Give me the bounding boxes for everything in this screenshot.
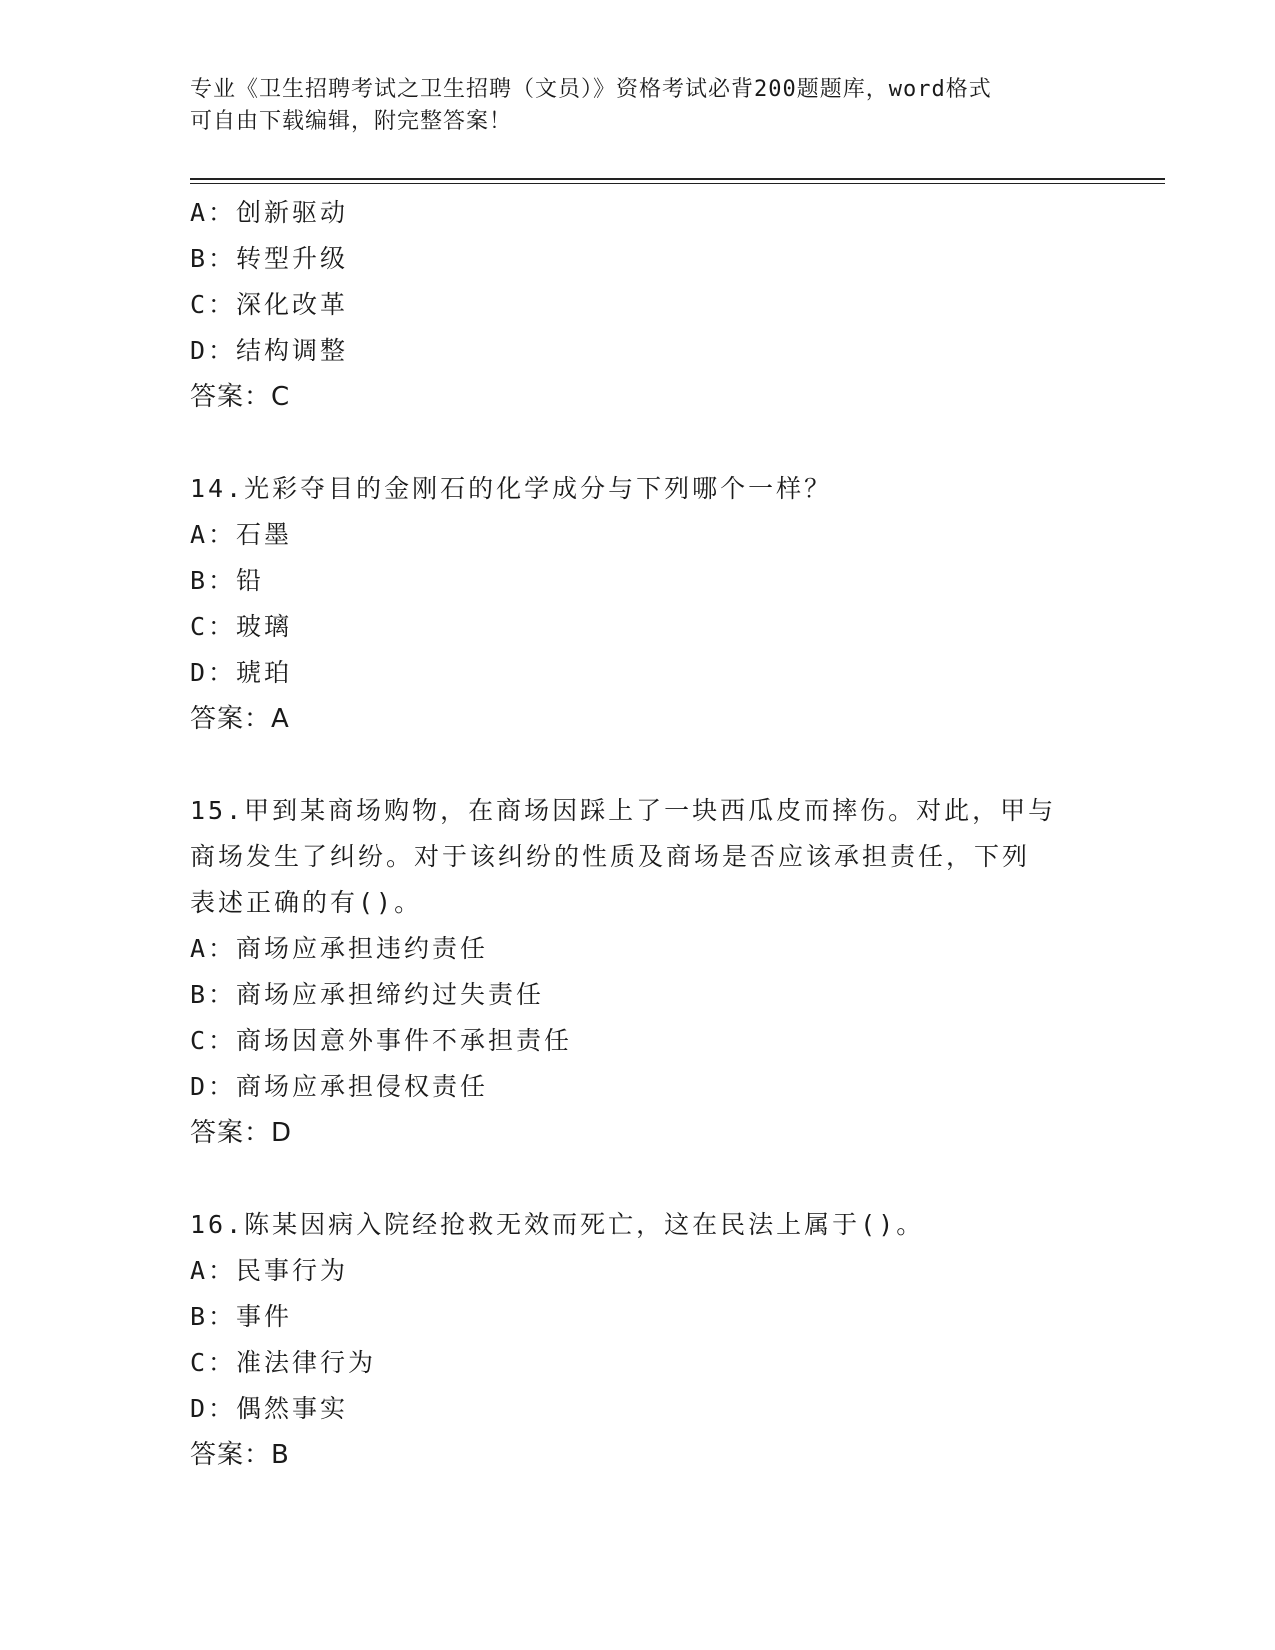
question-14 bbox=[190, 466, 1090, 742]
option-c: C：玻璃 bbox=[190, 612, 293, 641]
option-b: B：铅 bbox=[190, 566, 265, 595]
answer-15: 答案：D bbox=[190, 1118, 293, 1148]
option-d: D：结构调整 bbox=[190, 336, 349, 365]
question-text-line-2: 商场发生了纠纷。对于该纠纷的性质及商场是否应该承担责任，下列 bbox=[190, 842, 1031, 871]
spacer bbox=[190, 742, 1090, 788]
option-c: C：准法律行为 bbox=[190, 1348, 377, 1377]
header-divider-thick bbox=[190, 178, 1165, 180]
answer-16: 答案：B bbox=[190, 1440, 290, 1470]
question-text-line-1: 15.甲到某商场购物，在商场因踩上了一块西瓜皮而摔伤。对此，甲与 bbox=[190, 796, 1057, 825]
option-a: A：创新驱动 bbox=[190, 198, 349, 227]
question-text-line-3: 表述正确的有()。 bbox=[190, 888, 423, 917]
option-b: B：商场应承担缔约过失责任 bbox=[190, 980, 545, 1009]
option-d: D：商场应承担侵权责任 bbox=[190, 1072, 489, 1101]
option-c: C：深化改革 bbox=[190, 290, 349, 319]
spacer bbox=[190, 420, 1090, 466]
option-b: B：事件 bbox=[190, 1302, 293, 1331]
header-divider-thin bbox=[190, 183, 1165, 184]
header-line-1: 专业《卫生招聘考试之卫生招聘（文员）》资格考试必背200题题库，word格式 bbox=[190, 77, 992, 102]
answer-13: 答案：C bbox=[190, 382, 291, 412]
document-header bbox=[190, 74, 1080, 138]
question-13 bbox=[190, 190, 1090, 420]
question-text: 14.光彩夺目的金刚石的化学成分与下列哪个一样？ bbox=[190, 474, 833, 503]
option-b: B：转型升级 bbox=[190, 244, 349, 273]
question-list bbox=[190, 190, 1090, 1478]
option-a: A：商场应承担违约责任 bbox=[190, 934, 489, 963]
option-d: D：琥珀 bbox=[190, 658, 293, 687]
question-15 bbox=[190, 788, 1090, 1156]
question-text: 16.陈某因病入院经抢救无效而死亡，这在民法上属于()。 bbox=[190, 1210, 925, 1239]
header-line-2: 可自由下载编辑，附完整答案！ bbox=[190, 109, 513, 134]
option-a: A：石墨 bbox=[190, 520, 293, 549]
option-c: C：商场因意外事件不承担责任 bbox=[190, 1026, 573, 1055]
option-a: A：民事行为 bbox=[190, 1256, 349, 1285]
spacer bbox=[190, 1156, 1090, 1202]
question-16 bbox=[190, 1202, 1090, 1478]
option-d: D：偶然事实 bbox=[190, 1394, 349, 1423]
answer-14: 答案：A bbox=[190, 704, 290, 734]
